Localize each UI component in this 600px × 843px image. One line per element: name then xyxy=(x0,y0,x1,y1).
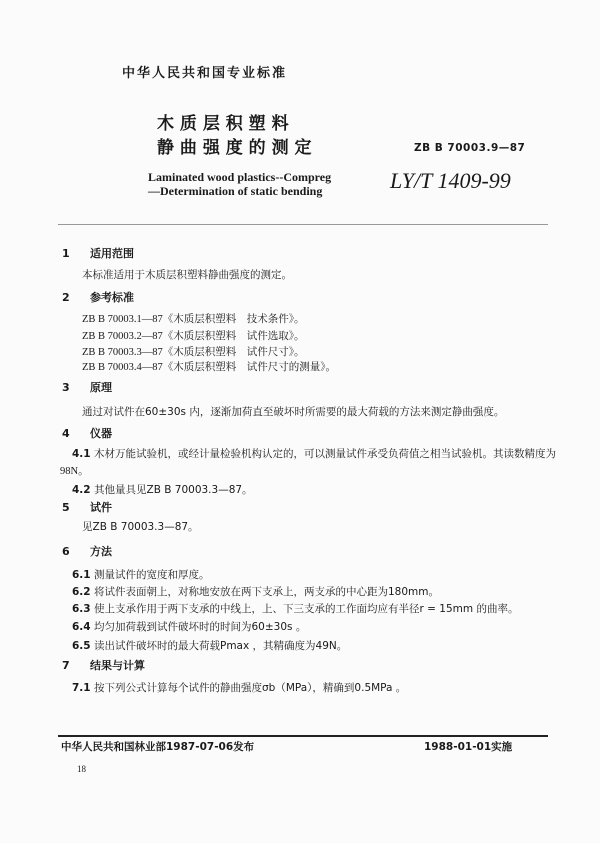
title-line-1: 木 质 层 积 塑 料 xyxy=(157,114,289,134)
section-7-heading: 7 结果与计算 xyxy=(62,659,145,672)
english-title-1: Laminated wood plastics--Compreg xyxy=(148,170,332,184)
clause-4-1-cont: 98N。 xyxy=(60,466,89,477)
footer-rule xyxy=(58,735,548,737)
reference-item: ZB B 70003.1—87《木质层积塑料 技术条件》。 xyxy=(82,314,305,325)
effective-date: 1988-01-01实施 xyxy=(424,741,513,753)
section-5-text: 见ZB B 70003.3—87。 xyxy=(82,521,199,533)
clause-6-2: 6.2 将试件表面朝上，对称地安放在两下支承上，两支承的中心距为180mm。 xyxy=(72,586,439,598)
reference-item: ZB B 70003.4—87《木质层积塑料 试件尺寸的测量》。 xyxy=(82,362,337,373)
section-6-heading: 6 方法 xyxy=(62,545,112,558)
issue-date: 中华人民共和国林业部1987-07-06发布 xyxy=(61,741,255,753)
page-number: 18 xyxy=(77,764,86,774)
section-4-heading: 4 仪器 xyxy=(62,427,112,440)
section-3-text: 通过对试件在60±30s 内，逐渐加荷直至破坏时所需要的最大荷载的方法来测定静曲强度。 xyxy=(82,406,505,418)
reference-item: ZB B 70003.2—87《木质层积塑料 试件选取》。 xyxy=(82,331,305,342)
clause-6-1: 6.1 测量试件的宽度和厚度。 xyxy=(72,569,210,581)
clause-6-5: 6.5 读出试件破坏时的最大荷载Pmax ，其精确度为49N。 xyxy=(72,640,348,652)
clause-6-4: 6.4 均匀加荷载到试件破坏时的时间为60±30s 。 xyxy=(72,621,307,633)
section-3-heading: 3 原理 xyxy=(62,381,112,394)
clause-6-3: 6.3 使上支承作用于两下支承的中线上，上、下三支承的工作面均应有半径r = 15mm 的曲率。 xyxy=(72,603,519,615)
reference-item: ZB B 70003.3—87《木质层积塑料 试件尺寸》。 xyxy=(82,347,305,358)
clause-7-1: 7.1 按下列公式计算每个试件的静曲强度σb（MPa），精确到0.5MPa 。 xyxy=(72,682,407,694)
section-5-heading: 5 试件 xyxy=(62,501,112,514)
standard-code: ZB B 70003.9—87 xyxy=(414,142,526,154)
section-1-text: 本标准适用于木质层积塑料静曲强度的测定。 xyxy=(82,269,292,281)
divider xyxy=(58,224,548,225)
issuing-agency: 中华人民共和国专业标准 xyxy=(122,66,288,81)
english-title-2: —Determination of static bending xyxy=(148,184,323,198)
section-2-heading: 2 参考标准 xyxy=(62,291,134,304)
clause-4-2: 4.2 其他量具见ZB B 70003.3—87。 xyxy=(72,484,253,496)
title-line-2: 静 曲 强 度 的 测 定 xyxy=(157,138,312,158)
handwritten-code: LY/T 1409-99 xyxy=(390,168,511,193)
section-1-heading: 1 适用范围 xyxy=(62,247,134,260)
clause-4-1: 4.1 木材万能试验机，或经计量检验机构认定的，可以测量试件承受负荷值之相当试验机。其读数精度为 xyxy=(72,448,556,460)
